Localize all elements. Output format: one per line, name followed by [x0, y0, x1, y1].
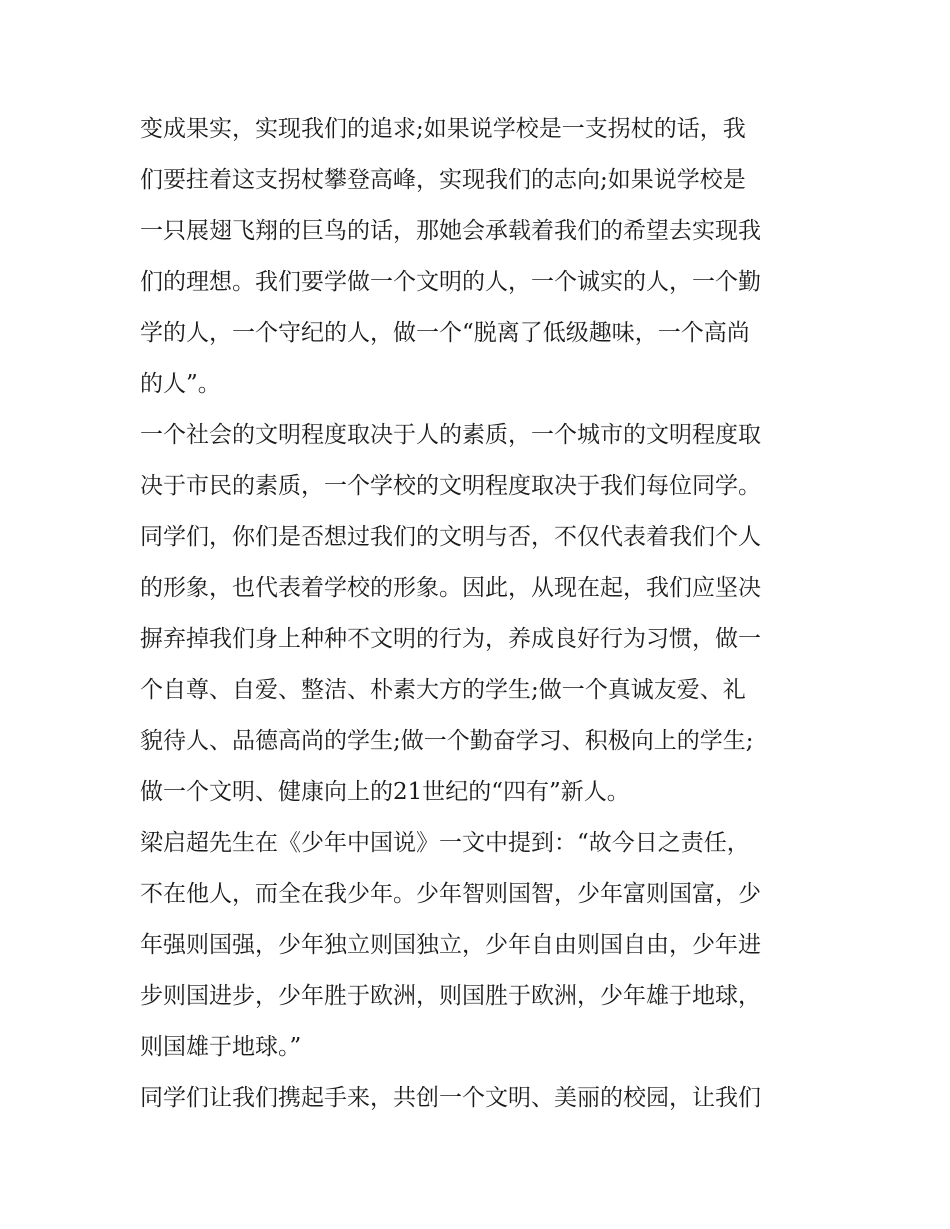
text-line: 一只展翅飞翔的巨鸟的话，那她会承载着我们的希望去实现我 — [140, 218, 761, 244]
paragraph-2 — [140, 410, 820, 818]
paragraph-3 — [140, 818, 820, 1073]
text-line: 的人”。 — [140, 371, 221, 397]
text-line: 们要拄着这支拐杖攀登高峰，实现我们的志向;如果说学校是 — [140, 167, 746, 193]
text-line: 决于市民的素质，一个学校的文明程度取决于我们每位同学。 — [140, 473, 761, 499]
text-line: 做一个文明、健康向上的21世纪的“四有”新人。 — [140, 779, 630, 805]
text-line: 年强则国强，少年独立则国独立，少年自由则国自由，少年进 — [140, 932, 761, 958]
text-line: 貌待人、品德高尚的学生;做一个勤奋学习、积极向上的学生; — [140, 728, 754, 754]
text-line: 变成果实，实现我们的追求;如果说学校是一支拐杖的话，我 — [140, 116, 746, 142]
text-line: 同学们让我们携起手来，共创一个文明、美丽的校园，让我们 — [140, 1085, 761, 1111]
paragraph-4 — [140, 1073, 820, 1124]
text-line: 步则国进步，少年胜于欧洲，则国胜于欧洲，少年雄于地球， — [140, 983, 761, 1009]
text-line: 们的理想。我们要学做一个文明的人，一个诚实的人，一个勤 — [140, 269, 761, 295]
text-line: 个自尊、自爱、整洁、朴素大方的学生;做一个真诚友爱、礼 — [140, 677, 746, 703]
text-line: 同学们，你们是否想过我们的文明与否，不仅代表着我们个人 — [140, 524, 761, 550]
document-body — [140, 104, 820, 1124]
text-line: 不在他人，而全在我少年。少年智则国智，少年富则国富，少 — [140, 881, 761, 907]
paragraph-1 — [140, 104, 820, 410]
text-line: 则国雄于地球。” — [140, 1034, 302, 1060]
text-line: 的形象，也代表着学校的形象。因此，从现在起，我们应坚决 — [140, 575, 761, 601]
text-line: 梁启超先生在《少年中国说》一文中提到：“故今日之责任， — [140, 830, 750, 856]
text-line: 学的人，一个守纪的人，做一个“脱离了低级趣味，一个高尚 — [140, 320, 750, 346]
text-line: 一个社会的文明程度取决于人的素质，一个城市的文明程度取 — [140, 422, 761, 448]
text-line: 摒弃掉我们身上种种不文明的行为，养成良好行为习惯，做一 — [140, 626, 761, 652]
